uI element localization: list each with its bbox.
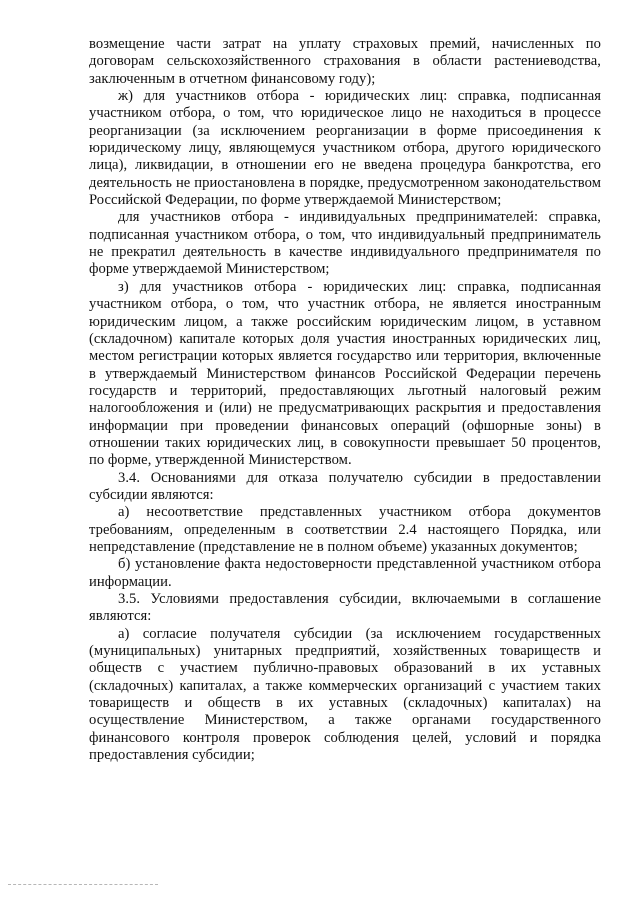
paragraph-3-5-heading: 3.5. Условиями предоставления субсидии, включаемыми в соглашение являются: xyxy=(89,591,601,625)
scan-footer-line xyxy=(8,884,158,885)
paragraph-zh-legal-entities: ж) для участников отбора - юридических лиц: справка, подписанная участником отбора, о том, что юридическое лицо не находиться в процессе реорганизации (за исключением реорганизации в форме присоединения к юридическому лицу, являющемуся участником отбора, другого юридического лица), ликвидации, в отношении его не введена процедура банкротства, его деятельность не приостановлена в порядке, предусмотренном законодательством Российской Федерации, по форме утверждаемой Министерством; xyxy=(89,88,601,209)
paragraph-3-5-a: а) согласие получателя субсидии (за исключением государственных (муниципальных) унитарных предприятий, хозяйственных товариществ и обществ с участием публично-правовых образований в их уставных (складочных) капиталах, а также коммерческих организаций с участием таких товариществ и обществ в их уставных (складочных) капиталах) на осуществление Министерством, а также органами государственного финансового контроля проверок соблюдения целей, условий и порядка предоставления субсидии; xyxy=(89,625,601,764)
document-body xyxy=(89,36,601,764)
paragraph-continuation: возмещение части затрат на уплату страховых премий, начисленных по договорам сельскохозяйственного страхования в области растениеводства, заключенным в отчетном финансовому году); xyxy=(89,36,601,87)
paragraph-3-4-heading: 3.4. Основаниями для отказа получателю субсидии в предоставлении субсидии являются: xyxy=(89,469,601,503)
paragraph-z-legal-entities: з) для участников отбора - юридических лиц: справка, подписанная участником отбора, о том, что участник отбора, не является иностранным юридическим лицом, а также российским юридическим лицом, в уставном (складочном) капитале которых доля участия иностранных юридических лиц, местом регистрации которых является государство или территория, включенные в утверждаемый Министерством финансов Российской Федерации перечень государств и территорий, предоставляющих льготный налоговый режим налогообложения и (или) не предусматривающих раскрытия и предоставления информации при проведении финансовых операций (офшорные зоны) в отношении таких юридических лиц, в совокупности превышает 50 процентов, по форме, утвержденной Министерством. xyxy=(89,278,601,469)
paragraph-individual-entrepreneurs: для участников отбора - индивидуальных предпринимателей: справка, подписанная участником отбора, о том, что индивидуальный предприниматель не прекратил деятельность в качестве индивидуального предпринимателя по форме утверждаемой Министерством; xyxy=(89,209,601,278)
paragraph-3-4-b: б) установление факта недостоверности представленной участником отбора информации. xyxy=(89,556,601,590)
paragraph-3-4-a: а) несоответствие представленных участником отбора документов требованиям, определенным в соответствии 2.4 настоящего Порядка, или непредставление (представление не в полном объеме) указанных документов; xyxy=(89,504,601,555)
